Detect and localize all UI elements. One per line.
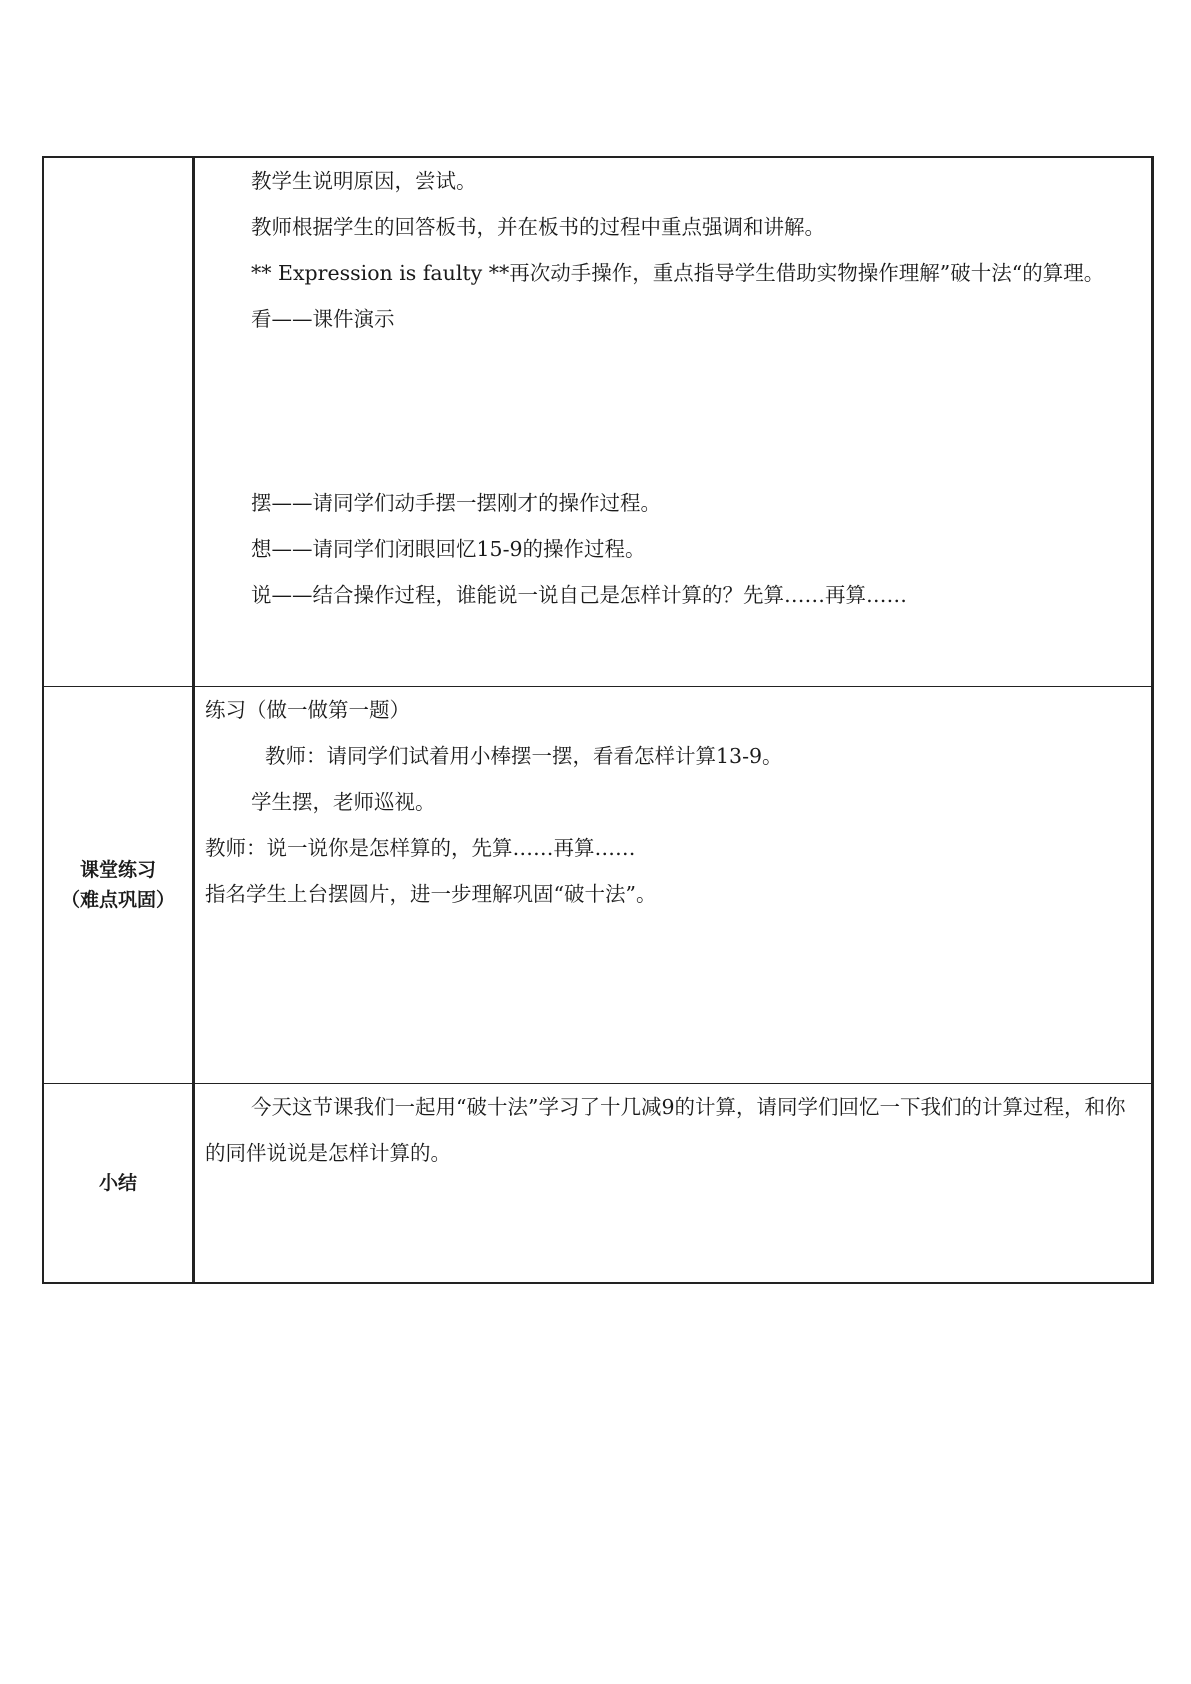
table-row-summary [43,1084,1153,1284]
label-line: 小结 [98,1172,137,1194]
paragraph: 教学生说明原因，尝试。 [251,169,477,193]
lesson-plan-table [42,156,1154,1284]
row-label-summary [43,1084,194,1284]
row-label-practice [43,687,194,1084]
content-cell-process [194,157,1153,687]
paragraph: 今天这节课我们一起用“破十法”学习了十几减9的计算，请同学们回忆一下我们的计算过程，和你的同伴说说是怎样计算的。 [205,1095,1126,1165]
paragraph: 指名学生上台摆圆片，进一步理解巩固“破十法”。 [205,882,657,906]
content-cell-summary [194,1084,1153,1284]
row-label-empty [43,157,194,687]
content-cell-practice [194,687,1153,1084]
table-row-practice [43,687,1153,1084]
label-line: （难点巩固） [60,889,175,911]
paragraph: 教师：说一说你是怎样算的，先算……再算…… [205,836,636,860]
paragraph: 练习（做一做第一题） [205,698,410,722]
paragraph: ** Expression is faulty **再次动手操作，重点指导学生借助实物操作理解”破十法“的算理。 [251,261,1105,285]
paragraph: 看——课件演示 [251,307,395,331]
paragraph: 想——请同学们闭眼回忆15-9的操作过程。 [251,537,646,561]
paragraph: 教师：请同学们试着用小棒摆一摆，看看怎样计算13-9。 [265,744,783,768]
paragraph: 教师根据学生的回答板书，并在板书的过程中重点强调和讲解。 [251,215,825,239]
label-line: 课堂练习 [79,859,156,881]
paragraph: 摆——请同学们动手摆一摆刚才的操作过程。 [251,491,661,515]
table-row-process [43,157,1153,687]
paragraph: 学生摆，老师巡视。 [251,790,436,814]
courseware-space [205,342,1137,480]
paragraph: 说——结合操作过程，谁能说一说自己是怎样计算的？先算……再算…… [251,583,907,607]
